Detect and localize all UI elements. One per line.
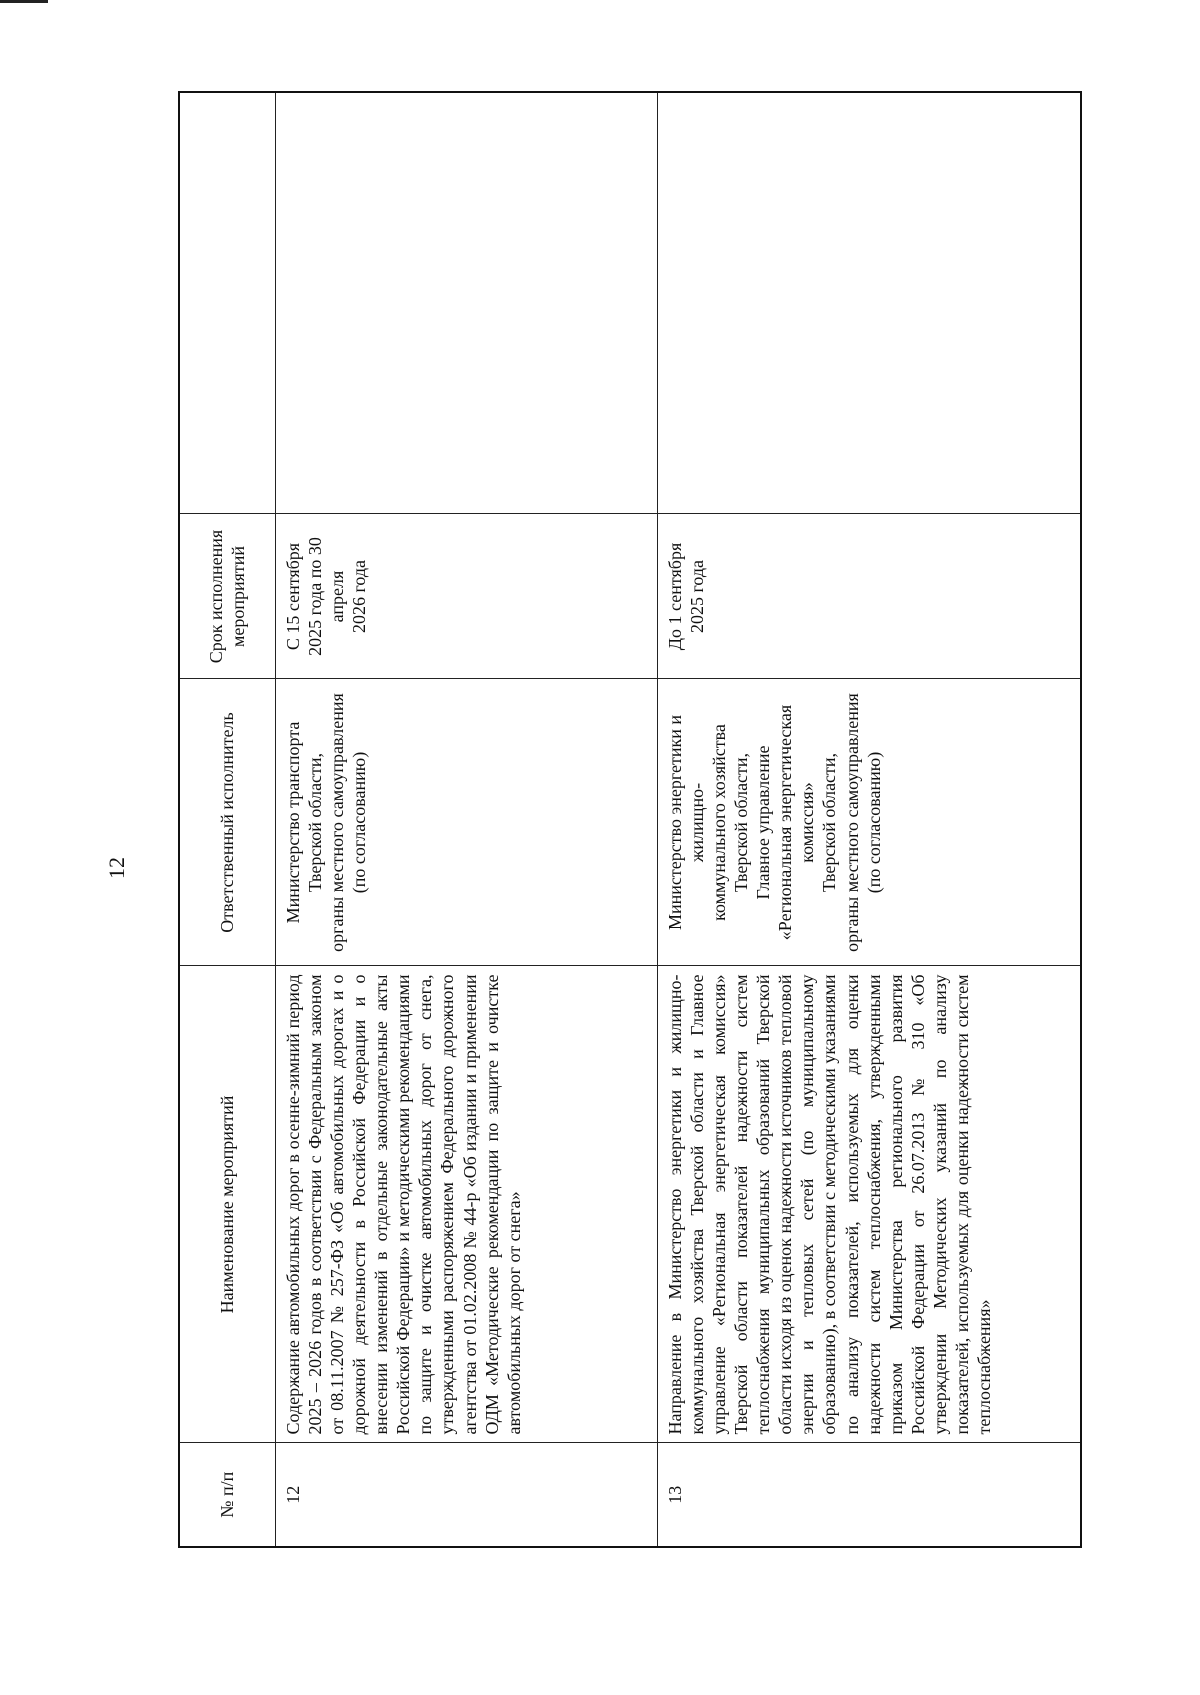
measure-name: Направление в Министерство энергетики и жилищно-коммунального хозяйства Тверской области и Главное управление «Региональная энергетическая комиссия» Тверской области показателей надежности систем теплоснабжения муниципальных образований Тверской области исходя из оценок надежности источников тепловой энергии и тепловых сетей (по муниципальному образованию), в соответствии с методическими указаниями по анализу показателей, используемых для оценки надежности систем теплоснабжения, утвержденными приказом Министерства регионального развития Российской Федерации от 26.07.2013 № 310 «Об утверждении Методических указаний по анализу показателей, используемых для оценки надежности систем теплоснабжения» [657,966,1081,1443]
header-deadline: Срок исполнения мероприятий [179,514,275,679]
header-responsible: Ответственный исполнитель [179,679,275,966]
table-row [275,92,657,1547]
responsible-executor: Министерство энергетики и жилищно- коммунального хозяйства Тверской области, Главное управление «Региональная энергетическая комиссия» Тверской области, органы местного самоуправления (по согласованию) [657,679,1081,966]
row-number: 12 [275,1443,657,1547]
header-name: Наименование мероприятий [179,966,275,1443]
table-header-row [179,92,275,1547]
blank-cell [657,92,1081,514]
row-number: 13 [657,1443,1081,1547]
blank-cell [275,92,657,514]
responsible-executor: Министерство транспорта Тверской области, органы местного самоуправления (по согласованию) [275,679,657,966]
measure-name: Содержание автомобильных дорог в осенне-зимний период 2025 – 2026 годов в соответствии с Федеральным законом от 08.11.2007 № 257-ФЗ «Об автомобильных дорогах и о дорожной деятельности в Российской Федерации и о внесении изменений в отдельные законодательные акты Российской Федерации» и методическими рекомендациями по защите и очистке автомобильных дорог от снега, утвержденными распоряжением Федерального дорожного агентства от 01.02.2008 № 44-р «Об издании и применении ОДМ «Методические рекомендации по защите и очистке автомобильных дорог от снега» [275,966,657,1443]
measures-table [178,91,1082,1548]
header-blank [179,92,275,514]
deadline: С 15 сентября 2025 года по 30 апреля 2026 года [275,514,657,679]
page-number: 12 [104,857,129,879]
scan-edge-mark [0,0,48,3]
deadline: До 1 сентября 2025 года [657,514,1081,679]
table-row [657,92,1081,1547]
header-num: № п/п [179,1443,275,1547]
rotated-table-container [178,93,1080,1548]
